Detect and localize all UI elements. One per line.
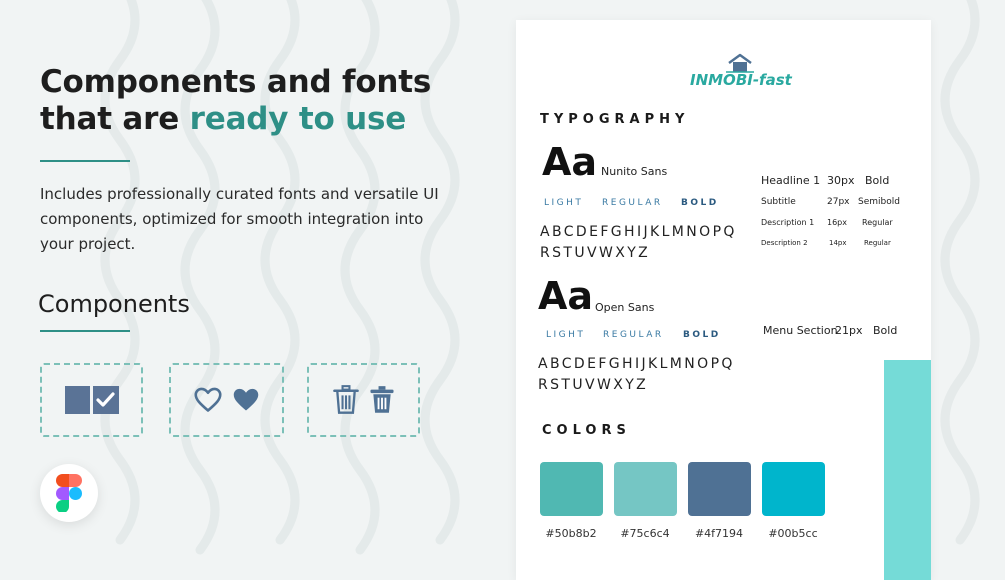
headline-line2-prefix: that are <box>40 101 190 137</box>
logo-text: INMOBI-fast <box>690 71 792 89</box>
font2-name: Open Sans <box>595 301 655 314</box>
headline-line1: Components and fonts <box>40 64 432 100</box>
spec-size-headline1: 30px <box>827 174 855 187</box>
font2-weight-bold: BOLD <box>683 330 721 340</box>
color-swatch-1[interactable] <box>540 462 603 516</box>
spec-label-description2: Description 2 <box>761 239 808 247</box>
font1-alphabet-line1: ABCDEFGHIJKLMNOPQ <box>540 224 737 240</box>
spec-weight-headline1: Bold <box>865 174 890 187</box>
color-hex-1: #50b8b2 <box>545 527 597 540</box>
font2-sample: Aa <box>538 274 594 318</box>
style-guide-card <box>516 20 931 580</box>
accent-bar <box>884 360 931 580</box>
spec-label-subtitle: Subtitle <box>761 197 796 207</box>
colors-heading: COLORS <box>542 423 631 438</box>
components-underline <box>40 330 130 332</box>
spec-size-description2: 14px <box>829 239 847 247</box>
brand-logo <box>690 53 790 93</box>
spec-label-headline1: Headline 1 <box>761 174 821 187</box>
menu-spec-label: Menu Section <box>763 324 838 337</box>
spec-size-subtitle: 27px <box>827 197 850 207</box>
trash-filled-icon <box>369 385 395 415</box>
heart-filled-icon <box>232 387 260 413</box>
checkbox-component[interactable] <box>40 363 143 437</box>
checkbox-icon <box>65 386 119 414</box>
spec-weight-description1: Regular <box>862 218 893 227</box>
font1-sample: Aa <box>542 140 598 184</box>
delete-component[interactable] <box>307 363 420 437</box>
color-hex-4: #00b5cc <box>768 527 818 540</box>
color-hex-2: #75c6c4 <box>620 527 670 540</box>
hero-headline <box>40 64 431 138</box>
headline-underline <box>40 160 130 162</box>
typography-heading: TYPOGRAPHY <box>540 112 690 127</box>
font1-weight-regular: REGULAR <box>602 198 663 208</box>
favorite-component[interactable] <box>169 363 284 437</box>
font1-alphabet-line2: RSTUVWXYZ <box>540 245 651 261</box>
spec-weight-subtitle: Semibold <box>858 197 900 207</box>
font2-weight-regular: REGULAR <box>603 330 664 340</box>
font2-alphabet-line2: RSTUVWXYZ <box>538 377 649 393</box>
color-hex-3: #4f7194 <box>694 527 744 540</box>
figma-badge[interactable] <box>40 464 98 522</box>
trash-outline-icon <box>333 385 359 415</box>
menu-spec-size: 21px <box>835 324 863 337</box>
house-icon <box>726 53 754 73</box>
color-swatch-3[interactable] <box>688 462 751 516</box>
font2-weight-light: LIGHT <box>546 330 586 340</box>
font1-weight-light: LIGHT <box>544 198 584 208</box>
font1-weight-bold: BOLD <box>681 198 719 208</box>
figma-icon <box>56 474 82 512</box>
headline-accent: ready to use <box>189 101 407 137</box>
heart-outline-icon <box>194 387 222 413</box>
font2-alphabet-line1: ABCDEFGHIJKLMNOPQ <box>538 356 735 372</box>
hero-panel <box>0 0 500 565</box>
spec-size-description1: 16px <box>827 218 847 227</box>
spec-label-description1: Description 1 <box>761 218 815 227</box>
hero-description: Includes professionally curated fonts and versatile UI components, optimized for smooth integration into your project. <box>40 185 439 253</box>
spec-weight-description2: Regular <box>864 239 891 247</box>
font1-name: Nunito Sans <box>601 165 668 178</box>
menu-spec-weight: Bold <box>873 324 898 337</box>
components-title: Components <box>38 290 190 318</box>
color-swatch-4[interactable] <box>762 462 825 516</box>
color-swatch-2[interactable] <box>614 462 677 516</box>
